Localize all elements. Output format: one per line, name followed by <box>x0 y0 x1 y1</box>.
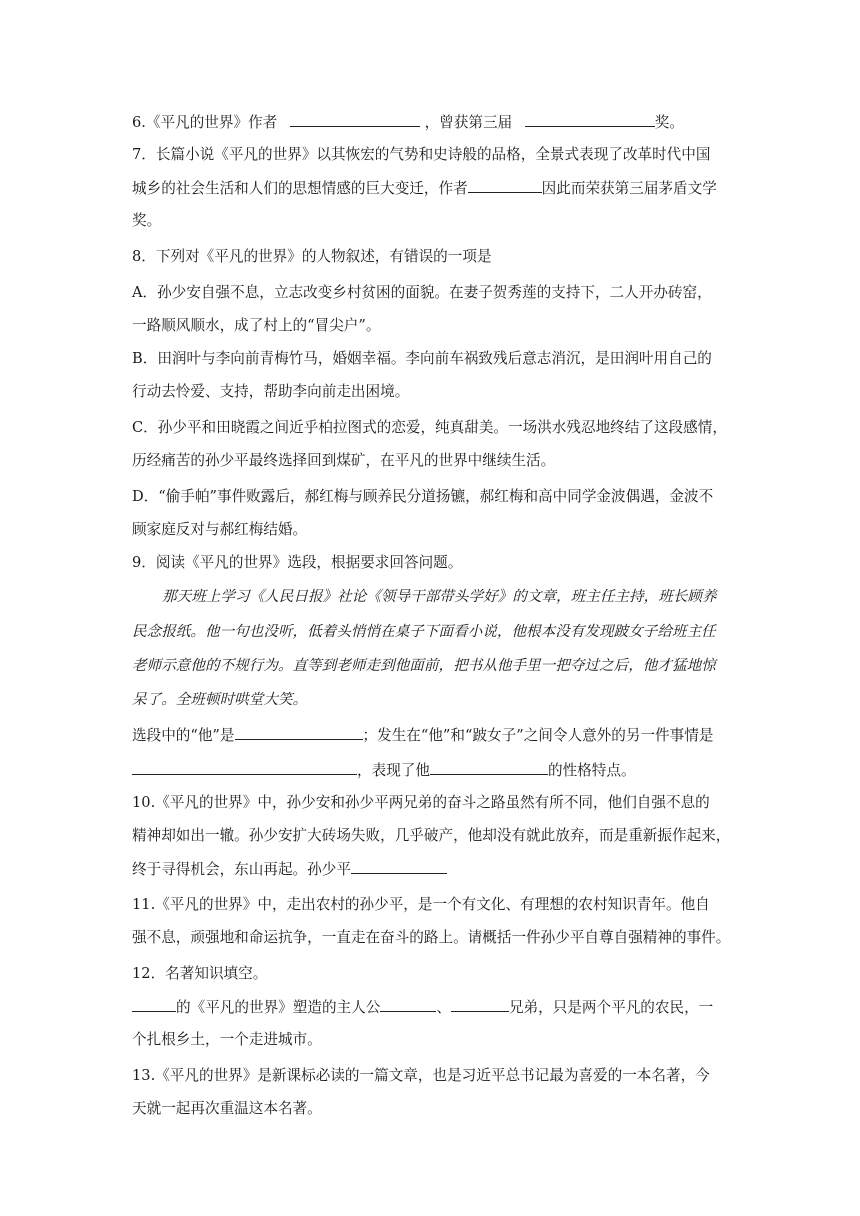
q10-line-3 <box>132 859 732 880</box>
q8-stem: 8．下列对《平凡的世界》的人物叙述，有错误的一项是 <box>132 248 492 265</box>
q6-blank-author[interactable] <box>290 112 420 127</box>
question-6 <box>132 112 732 133</box>
q13-line-1: 13.《平凡的世界》是新课标必读的一篇文章，也是习近平总书记最为喜爱的一本名著，今 <box>132 1067 710 1084</box>
q10-text: 终于寻得机会，东山再起。孙少平 <box>132 861 351 878</box>
q12-text-1: 的《平凡的世界》塑造的主人公 <box>176 999 381 1016</box>
q9-question-line-1 <box>132 725 732 746</box>
q12-blank-name-2[interactable] <box>451 997 509 1012</box>
q9-passage-line-4: 呆了。全班顿时哄堂大笑。 <box>132 691 308 708</box>
q6-text-1: 6.《平凡的世界》作者 <box>132 114 278 131</box>
q7-line-3: 奖。 <box>132 212 162 229</box>
q8-option-d-line-1: D．“偷手帕”事件败露后，郝红梅与顾养民分道扬镳，郝红梅和高中同学金波偶遇，金波不 <box>132 488 714 505</box>
q9-blank-trait[interactable] <box>430 760 548 775</box>
q9-text-3: ，表现了他 <box>357 762 430 779</box>
q12-line-2: 个扎根乡土，一个走进城市。 <box>132 1031 322 1048</box>
q6-text-2: ，曾获第三届 <box>424 114 513 131</box>
q10-blank[interactable] <box>351 859 447 874</box>
q12-blank-name-1[interactable] <box>380 997 436 1012</box>
q9-stem: 9．阅读《平凡的世界》选段，根据要求回答问题。 <box>132 554 463 571</box>
q6-text-3: 奖。 <box>654 114 684 131</box>
q7-blank-author[interactable] <box>468 178 542 193</box>
q9-passage-line-2: 民念报纸。他一句也没听，低着头悄悄在桌子下面看小说，他根本没有发现跛女子给班主任 <box>132 623 716 640</box>
q7-text-1: 城乡的社会生活和人们的思想情感的巨大变迁，作者 <box>132 180 468 197</box>
q8-option-b-line-2: 行动去怜爱、支持，帮助李向前走出困境。 <box>132 383 410 400</box>
q7-line-2 <box>132 178 732 199</box>
q8-option-d-line-2: 顾家庭反对与郝红梅结婚。 <box>132 521 308 538</box>
q9-passage-line-1: 那天班上学习《人民日报》社论《领导干部带头学好》的文章，班主任主持，班长顾养 <box>162 588 717 605</box>
q9-blank-event[interactable] <box>132 760 357 775</box>
q13-line-2: 天就一起再次重温这本名著。 <box>132 1100 322 1117</box>
q6-blank-award[interactable] <box>525 112 655 127</box>
q9-question-line-2 <box>132 760 732 781</box>
q10-line-1: 10.《平凡的世界》中，孙少安和孙少平两兄弟的奋斗之路虽然有所不同，他们自强不息的 <box>132 794 710 811</box>
q9-text-2: ；发生在“他”和“跛女子”之间令人意外的另一件事情是 <box>362 727 714 744</box>
q12-blank-author[interactable] <box>132 997 176 1012</box>
q12-text-2: 、 <box>436 999 451 1016</box>
q8-option-b-line-1: B．田润叶与李向前青梅竹马，婚姻幸福。李向前车祸致残后意志消沉，是田润叶用自己的 <box>132 350 712 367</box>
q8-option-a-line-1: A．孙少安自强不息，立志改变乡村贫困的面貌。在妻子贺秀莲的支持下，二人开办砖窑， <box>132 284 712 301</box>
q11-line-2: 强不息，顽强地和命运抗争，一直走在奋斗的路上。请概括一件孙少平自尊自强精神的事件。 <box>132 929 731 946</box>
q10-line-2: 精神却如出一辙。孙少安扩大砖场失败，几乎破产，他却没有就此放弃，而是重新振作起来， <box>132 827 731 844</box>
q7-line-1: 7．长篇小说《平凡的世界》以其恢宏的气势和史诗般的品格，全景式表现了改革时代中国 <box>132 146 711 163</box>
q12-text-3: 兄弟，只是两个平凡的农民，一 <box>508 999 714 1016</box>
q8-option-a-line-2: 一路顺风顺水，成了村上的“冒尖户”。 <box>132 317 381 334</box>
q9-text-4: 的性格特点。 <box>547 762 636 779</box>
q12-stem: 12．名著知识填空。 <box>132 965 268 982</box>
q12-line-1 <box>132 997 732 1018</box>
q9-passage-line-3: 老师示意他的不规行为。直等到老师走到他面前，把书从他手里一把夺过之后，他才猛地惊 <box>132 657 716 674</box>
q9-text-1: 选段中的“他”是 <box>132 727 235 744</box>
q8-option-c-line-1: C．孙少平和田晓霞之间近乎柏拉图式的恋爱，纯真甜美。一场洪水残忍地终结了这段感情， <box>132 419 727 436</box>
q7-text-2: 因此而荣获第三届茅盾文学 <box>541 180 717 197</box>
q9-blank-he[interactable] <box>235 725 363 740</box>
q11-line-1: 11.《平凡的世界》中，走出农村的孙少平，是一个有文化、有理想的农村知识青年。他自 <box>132 896 710 913</box>
q8-option-c-line-2: 历经痛苦的孙少平最终选择回到煤矿，在平凡的世界中继续生活。 <box>132 452 556 469</box>
